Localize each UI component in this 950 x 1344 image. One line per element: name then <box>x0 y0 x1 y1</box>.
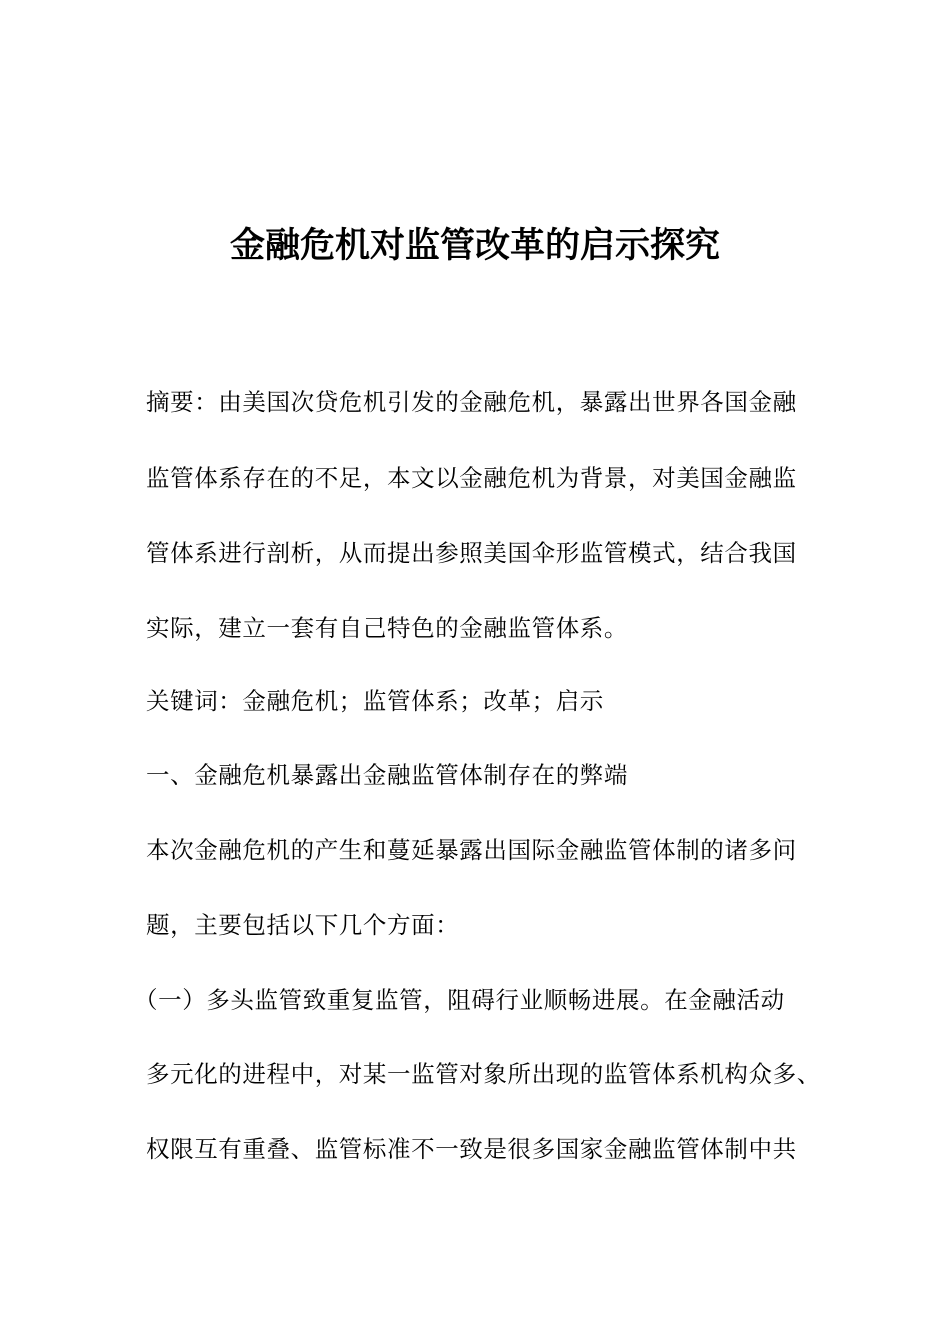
abstract-line-1: 摘要：由美国次贷危机引发的金融危机，暴露出世界各国金融 <box>146 388 797 416</box>
abstract-line-4: 实际，建立一套有自己特色的金融监管体系。 <box>146 614 628 642</box>
keywords-line: 关键词：金融危机；监管体系；改革；启示 <box>146 687 604 715</box>
abstract-line-2: 监管体系存在的不足，本文以金融危机为背景，对美国金融监 <box>146 464 797 492</box>
document-title: 金融危机对监管改革的启示探究 <box>229 226 720 266</box>
body-line-5: 权限互有重叠、监管标准不一致是很多国家金融监管体制中共 <box>146 1135 797 1163</box>
body-line-1: 本次金融危机的产生和蔓延暴露出国际金融监管体制的诸多问 <box>146 836 797 864</box>
body-line-3: （一）多头监管致重复监管，阻碍行业顺畅进展。在金融活动 <box>134 986 785 1014</box>
abstract-line-3: 管体系进行剖析，从而提出参照美国伞形监管模式，结合我国 <box>146 539 797 567</box>
section-heading-1: 一、金融危机暴露出金融监管体制存在的弊端 <box>146 761 628 789</box>
body-line-4: 多元化的进程中，对某一监管对象所出现的监管体系机构众多、 <box>146 1060 821 1088</box>
body-line-2: 题，主要包括以下几个方面： <box>146 911 460 939</box>
